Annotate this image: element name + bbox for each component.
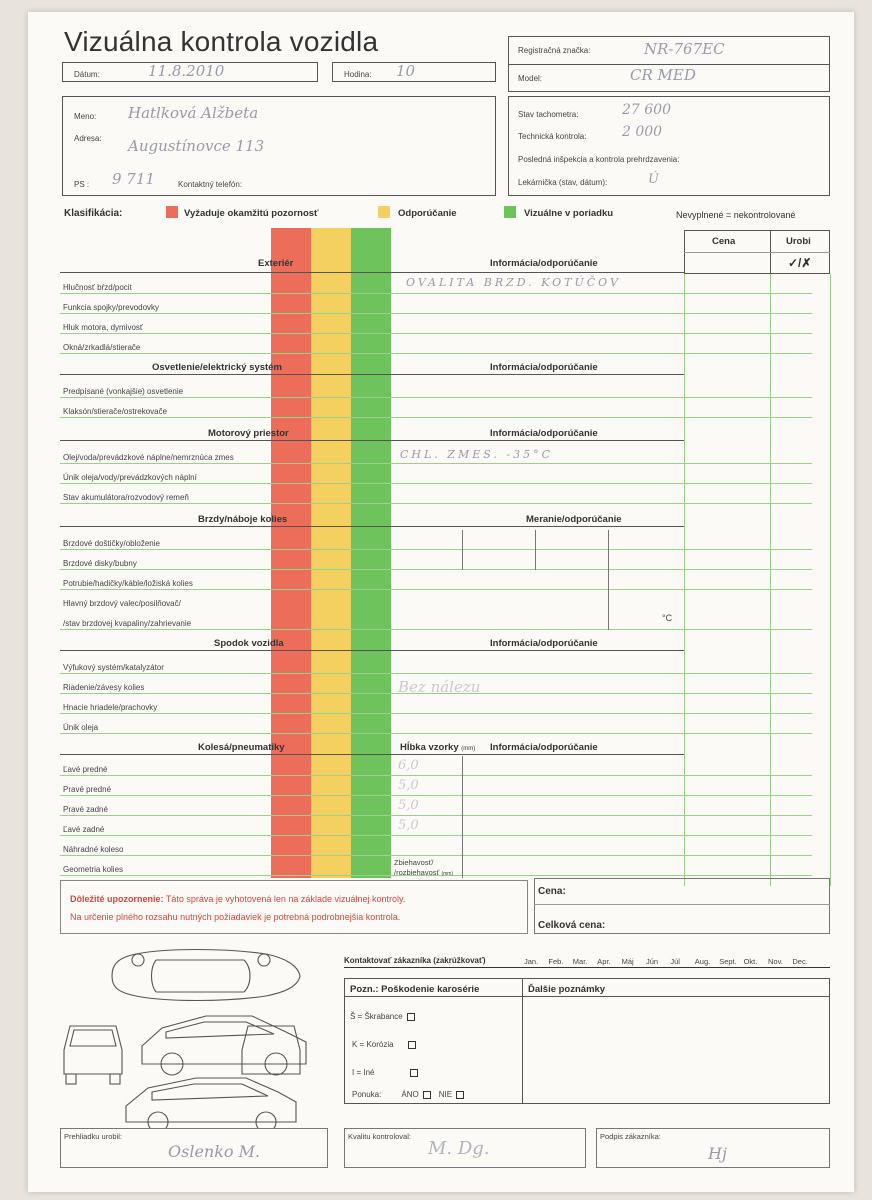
odometer-value[interactable]: 27 600 bbox=[622, 102, 671, 118]
section-exterior-header bbox=[60, 252, 684, 273]
brakes-measure-line-3 bbox=[608, 530, 609, 630]
month-option[interactable]: Jan. bbox=[524, 957, 539, 966]
table-row[interactable] bbox=[60, 314, 812, 334]
section-exterior-info: Informácia/odporúčanie bbox=[490, 258, 598, 269]
legend-red-label: Vyžaduje okamžitú pozornosť bbox=[184, 208, 319, 219]
technical-check-label: Technická kontrola: bbox=[518, 132, 587, 141]
row-label: Hlučnosť bŕzd/pocit bbox=[63, 283, 132, 292]
scratches-checkbox[interactable] bbox=[407, 1013, 415, 1021]
month-option[interactable]: Mar. bbox=[572, 957, 588, 966]
section-lighting-header bbox=[60, 354, 684, 375]
legend-green-label: Vizuálne v poriadku bbox=[524, 208, 614, 219]
warning-line-1 bbox=[70, 894, 405, 904]
inspected-by-label: Prehliadku urobil: bbox=[64, 1132, 122, 1141]
section-brakes-info: Meranie/odporúčanie bbox=[526, 514, 622, 525]
table-row[interactable] bbox=[60, 484, 812, 504]
row-label: Hlavný brzdový valec/posilňovač/ bbox=[63, 599, 181, 608]
warning-text-1: Táto správa je vyhotovená len na základe vizuálnej kontroly. bbox=[163, 894, 406, 904]
table-row[interactable] bbox=[60, 776, 812, 796]
legend-green-swatch bbox=[504, 206, 516, 218]
urobi-header: Urobi bbox=[786, 236, 811, 247]
brakes-measure-line-1 bbox=[462, 530, 463, 570]
odometer-label: Stav tachometra: bbox=[518, 110, 579, 119]
section-wheels-depth bbox=[400, 742, 475, 753]
price-header: Cena bbox=[712, 236, 736, 247]
row-label: Hluk motora, dymivosť bbox=[63, 323, 143, 332]
section-engine-title: Motorový priestor bbox=[208, 428, 289, 439]
geometry-unit: (mm) bbox=[441, 871, 454, 877]
row-label: Ľavé predné bbox=[63, 765, 108, 774]
table-row[interactable] bbox=[60, 294, 812, 314]
notes-header: Ďalšie poznámky bbox=[528, 984, 606, 995]
geometry-label-2 bbox=[394, 868, 453, 877]
damage-header-line bbox=[344, 996, 830, 997]
price-col-right bbox=[830, 274, 831, 886]
depth-value: 5,0 bbox=[398, 818, 419, 833]
legend-note: Nevyplnené = nekontrolované bbox=[676, 210, 796, 220]
contact-label: Kontaktovať zákazníka (zakrúžkovať) bbox=[344, 956, 486, 965]
offer-yes-label: ÁNO bbox=[401, 1090, 419, 1099]
technical-check-value[interactable]: 2 000 bbox=[622, 124, 663, 140]
row-label: Únik oleja bbox=[63, 723, 99, 732]
price-header-line bbox=[684, 252, 830, 253]
table-row[interactable] bbox=[60, 816, 812, 836]
totals-divider bbox=[534, 904, 830, 905]
registration-value[interactable]: NR-767EC bbox=[644, 40, 725, 58]
month-option[interactable]: Júl bbox=[670, 957, 680, 966]
section-underbody-title: Spodok vozidla bbox=[214, 638, 284, 649]
first-aid-value[interactable]: Ú bbox=[648, 172, 659, 187]
postal-value[interactable]: 9 711 bbox=[112, 170, 155, 188]
legend-yellow-swatch bbox=[378, 206, 390, 218]
hour-label: Hodina: bbox=[344, 70, 372, 79]
table-row[interactable] bbox=[60, 756, 812, 776]
row-label: Funkcia spojky/prevodovky bbox=[63, 303, 160, 312]
exterior-note: OVALITA BRZD. KOTÚČOV bbox=[406, 276, 621, 289]
registration-label: Registračná značka: bbox=[518, 46, 591, 55]
underbody-note: Bez nálezu bbox=[398, 678, 481, 696]
row-label: Únik oleja/vody/prevádzkových náplní bbox=[63, 473, 197, 482]
hour-value: 10 bbox=[396, 62, 416, 80]
section-wheels-title: Kolesá/pneumatiky bbox=[198, 742, 285, 753]
date-value: 11.8.2010 bbox=[148, 62, 225, 80]
urobi-subheader: ✓/✗ bbox=[788, 256, 812, 270]
section-engine-header bbox=[60, 420, 684, 441]
row-label: Olej/voda/prevádzkové náplne/nemrznúca zmes bbox=[63, 453, 234, 462]
contact-line bbox=[344, 967, 830, 968]
month-option[interactable]: Apr. bbox=[597, 957, 611, 966]
table-row[interactable] bbox=[60, 550, 812, 570]
first-aid-label: Lekárnička (stav, dátum): bbox=[518, 178, 608, 187]
scratches-option[interactable] bbox=[350, 1012, 415, 1021]
other-checkbox[interactable] bbox=[410, 1069, 418, 1077]
depth-value: 6,0 bbox=[398, 758, 419, 773]
month-option[interactable]: Sept. bbox=[719, 957, 737, 966]
brakes-measure-line-2 bbox=[535, 530, 536, 570]
section-brakes-header bbox=[60, 506, 684, 527]
corrosion-option[interactable] bbox=[352, 1040, 416, 1049]
quality-label: Kvalitu kontroloval: bbox=[348, 1132, 411, 1141]
geometry-label-text: /rozbiehavosť bbox=[394, 868, 440, 877]
month-option[interactable]: Okt. bbox=[743, 957, 758, 966]
corrosion-label: K = Korózia bbox=[352, 1040, 394, 1049]
offer-label: Ponuka: bbox=[352, 1090, 382, 1099]
table-row[interactable] bbox=[60, 654, 812, 674]
inspected-by-signature: Oslenko M. bbox=[168, 1142, 261, 1161]
section-wheels-info: Informácia/odporúčanie bbox=[490, 742, 598, 753]
scratches-label: Š = Škrabance bbox=[350, 1012, 403, 1021]
corrosion-checkbox[interactable] bbox=[408, 1041, 416, 1049]
warning-box bbox=[60, 880, 528, 934]
row-label: Klaksón/stierače/ostrekovače bbox=[63, 407, 168, 416]
depth-col-right bbox=[462, 756, 463, 878]
row-label: Geometria kolies bbox=[63, 865, 124, 874]
month-option[interactable]: Dec. bbox=[792, 957, 808, 966]
row-label: Náhradné koleso bbox=[63, 845, 124, 854]
damage-header: Pozn.: Poškodenie karosérie bbox=[350, 984, 480, 995]
section-brakes-title: Brzdy/náboje kolies bbox=[198, 514, 288, 525]
section-underbody-info: Informácia/odporúčanie bbox=[490, 638, 598, 649]
month-option[interactable]: Jún bbox=[646, 957, 659, 966]
table-row[interactable] bbox=[60, 334, 812, 354]
table-row[interactable] bbox=[60, 836, 812, 856]
row-label: Riadenie/závesy kolies bbox=[63, 683, 145, 692]
car-side-view-2-icon bbox=[126, 1078, 296, 1128]
row-label: Predpísané (vonkajšie) osvetlenie bbox=[63, 387, 184, 396]
table-row[interactable] bbox=[60, 570, 812, 590]
car-top-view-icon bbox=[112, 950, 300, 1001]
row-label: Brzdové doštičky/obloženie bbox=[63, 539, 160, 548]
brakes-temp-unit: °C bbox=[662, 613, 673, 623]
row-label: Hnacie hriadele/prachovky bbox=[63, 703, 158, 712]
table-row[interactable] bbox=[60, 610, 812, 630]
month-option[interactable]: Aug. bbox=[694, 957, 711, 966]
warning-bold: Dôležité upozornenie: bbox=[70, 894, 164, 904]
customer-signature: Hj bbox=[708, 1144, 727, 1163]
table-row[interactable] bbox=[60, 398, 812, 418]
depth-value: 5,0 bbox=[398, 798, 419, 813]
engine-note: CHL. ZMES. -35°C bbox=[400, 448, 554, 461]
customer-signature-label: Podpis zákazníka: bbox=[600, 1132, 661, 1141]
row-label: Brzdové disky/bubny bbox=[63, 559, 137, 568]
address-value[interactable]: Augustínovce 113 bbox=[128, 137, 265, 155]
other-option[interactable] bbox=[352, 1068, 418, 1077]
offer-no-checkbox[interactable] bbox=[456, 1091, 464, 1099]
car-side-view-icon bbox=[142, 1016, 306, 1075]
row-label: Pravé zadné bbox=[63, 805, 108, 814]
table-row[interactable] bbox=[60, 694, 812, 714]
table-row[interactable] bbox=[60, 464, 812, 484]
page-title: Vizuálna kontrola vozidla bbox=[64, 26, 379, 57]
section-exterior-title: Exteriér bbox=[258, 258, 294, 269]
section-wheels-header bbox=[60, 734, 684, 755]
price-label: Cena: bbox=[538, 886, 566, 897]
section-lighting-info: Informácia/odporúčanie bbox=[490, 362, 598, 373]
legend-label: Klasifikácia: bbox=[64, 208, 123, 219]
row-label: Stav akumulátora/rozvodový remeň bbox=[63, 493, 189, 502]
month-option[interactable]: Feb. bbox=[548, 957, 564, 966]
row-label: Výfukový systém/katalyzátor bbox=[63, 663, 164, 672]
table-row[interactable] bbox=[60, 590, 812, 610]
car-front-view-icon bbox=[64, 1026, 122, 1084]
model-label: Model: bbox=[518, 74, 543, 83]
name-label: Meno: bbox=[74, 112, 97, 121]
legend-red-swatch bbox=[166, 206, 178, 218]
total-price-label: Celková cena: bbox=[538, 920, 606, 931]
section-underbody-header bbox=[60, 630, 684, 651]
section-engine-info: Informácia/odporúčanie bbox=[490, 428, 598, 439]
car-diagram bbox=[56, 946, 316, 1128]
warning-line-2: Na určenie plného rozsahu nutných požiadaviek je potrebná podrobnejšia kontrola. bbox=[70, 912, 401, 922]
section-lighting-title: Osvetlenie/elektrický systém bbox=[152, 362, 282, 373]
offer-yes-checkbox[interactable] bbox=[423, 1091, 431, 1099]
vehicle-divider bbox=[508, 64, 830, 65]
last-inspection-label: Posledná inšpekcia a kontrola prehrdzavenia: bbox=[518, 155, 680, 164]
quality-signature: M. Dg. bbox=[428, 1138, 490, 1159]
model-value[interactable]: CR MED bbox=[630, 66, 696, 84]
name-value[interactable]: Hatlková Alžbeta bbox=[128, 104, 259, 122]
table-row[interactable] bbox=[60, 378, 812, 398]
offer-no-label: NIE bbox=[438, 1090, 453, 1099]
legend-yellow-label: Odporúčanie bbox=[398, 208, 457, 219]
table-row[interactable] bbox=[60, 530, 812, 550]
geometry-label: Zbiehavosť/ bbox=[394, 858, 434, 867]
date-label: Dátum: bbox=[74, 70, 100, 79]
depth-value: 5,0 bbox=[398, 778, 419, 793]
other-label: I = Iné bbox=[352, 1068, 375, 1077]
month-option[interactable]: Nov. bbox=[768, 957, 783, 966]
table-row[interactable] bbox=[60, 714, 812, 734]
depth-unit: (mm) bbox=[461, 746, 476, 752]
table-row[interactable] bbox=[60, 796, 812, 816]
postal-label: PS : bbox=[74, 180, 90, 189]
row-label: Potrubie/hadičky/káble/ložiská kolies bbox=[63, 579, 193, 588]
depth-label: Hĺbka vzorky bbox=[400, 742, 459, 753]
address-label: Adresa: bbox=[74, 134, 102, 143]
inspection-sheet bbox=[28, 12, 854, 1192]
damage-divider bbox=[522, 978, 523, 1104]
row-label: Okná/zrkadlá/stierače bbox=[63, 343, 141, 352]
row-label: /stav brzdovej kvapaliny/zahrievanie bbox=[63, 619, 192, 628]
row-label: Pravé predné bbox=[63, 785, 112, 794]
row-label: Ľavé zadné bbox=[63, 825, 105, 834]
month-option[interactable]: Máj bbox=[621, 957, 634, 966]
phone-label: Kontaktný telefón: bbox=[178, 180, 243, 189]
offer-row bbox=[352, 1090, 464, 1099]
